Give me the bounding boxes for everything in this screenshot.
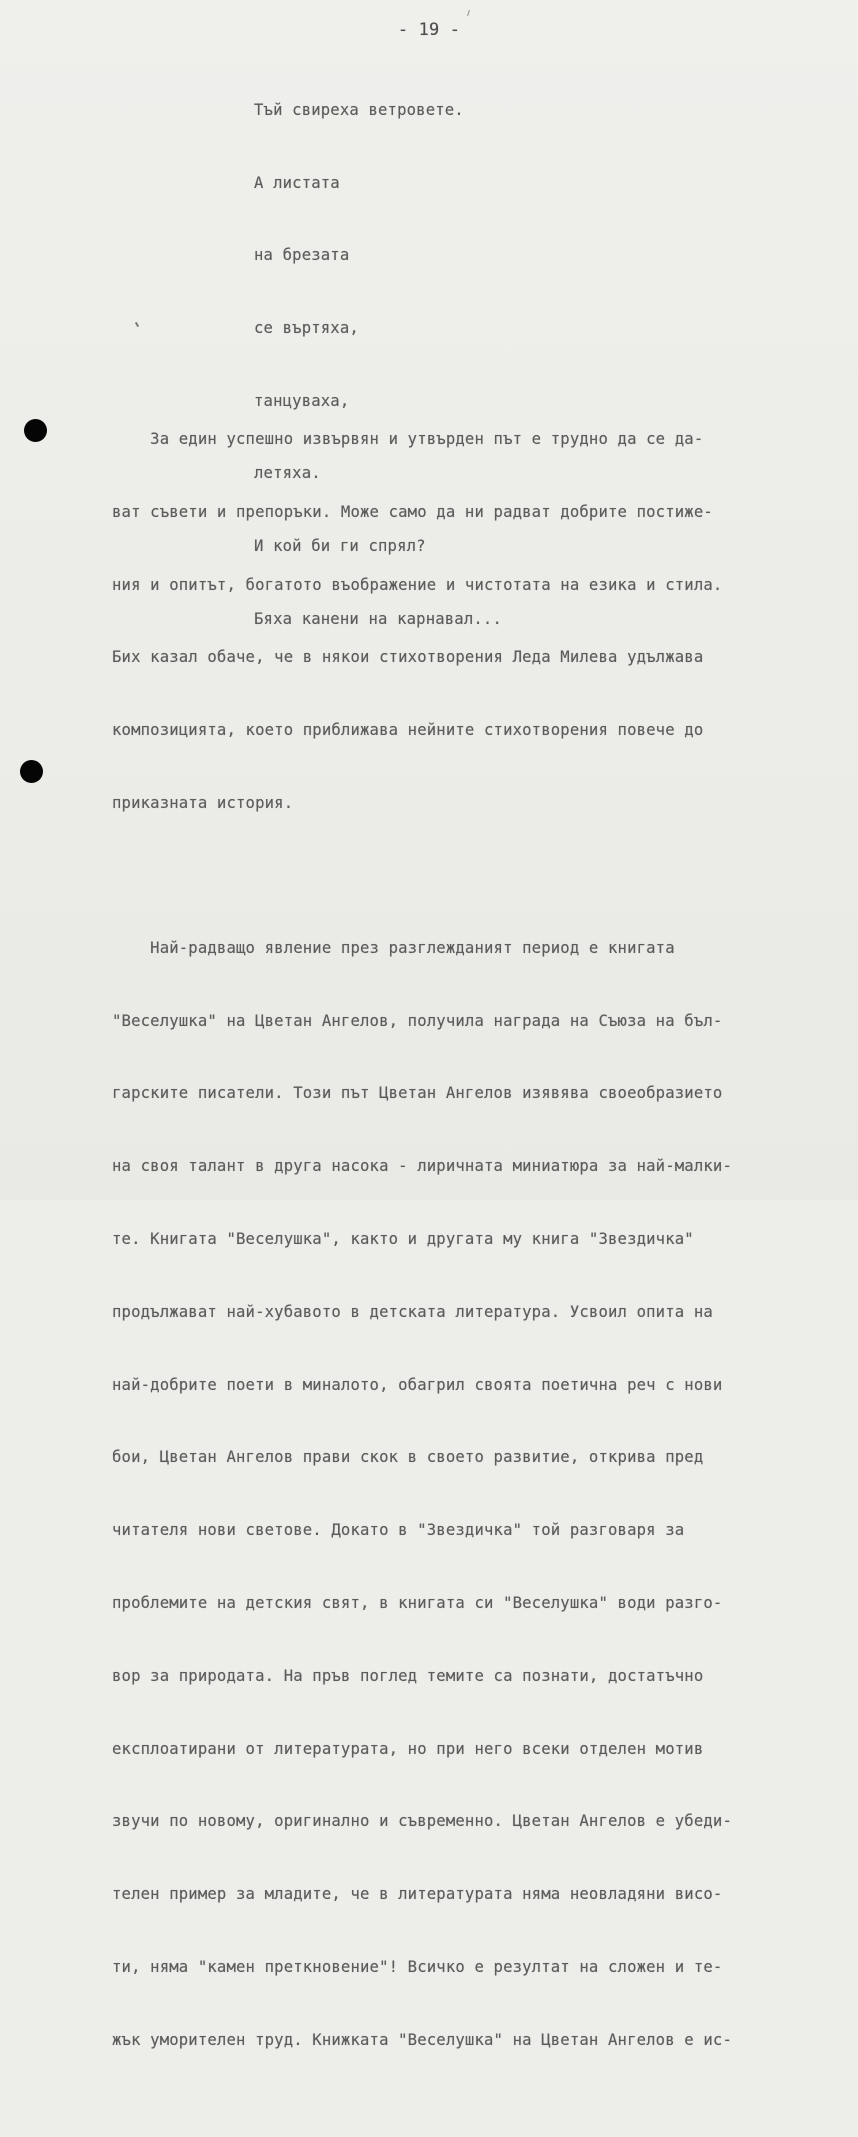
text-line: композицията, което приближава нейните стихотворения повече до xyxy=(112,721,704,740)
text-line: бои, Цветан Ангелов прави скок в своето развитие, открива пред xyxy=(112,1448,704,1467)
pen-mark xyxy=(467,10,470,16)
text-line: Най-радващо явление през разглежданият период е книгата xyxy=(112,938,675,957)
verse-line: танцуваха, xyxy=(254,391,350,410)
text-line: ват съвети и препоръки. Може само да ни радват добрите постиже- xyxy=(112,502,713,521)
verse-line: на брезата xyxy=(254,246,350,265)
paragraph xyxy=(112,900,842,2101)
paragraph xyxy=(112,391,842,864)
text-line: жък уморителен труд. Книжката "Веселушка" на Цветан Ангелов е ис- xyxy=(112,2030,732,2049)
ink-speck xyxy=(135,322,139,327)
text-line: Бих казал обаче, че в някои стихотворения Леда Милева удължава xyxy=(112,648,704,667)
text-line: телен пример за младите, че в литературата няма неовладяни висо- xyxy=(112,1885,723,1904)
text-line: "Веселушка" на Цветан Ангелов, получила награда на Съюза на бъл- xyxy=(112,1011,723,1030)
text-line: експлоатирани от литературата, но при него всеки отделен мотив xyxy=(112,1739,704,1758)
text-line: проблемите на детския свят, в книгата си "Веселушка" води разго- xyxy=(112,1593,723,1612)
verse-line: А листата xyxy=(254,173,340,192)
verse-line: Тъй свиреха ветровете. xyxy=(254,101,464,119)
text-line: на своя талант в друга насока - лиричната миниатюра за най-малки- xyxy=(112,1157,732,1176)
text-line: читателя нови светове. Докато в "Звездичка" той разговаря за xyxy=(112,1521,685,1540)
verse-line: летяха. xyxy=(254,464,321,483)
text-line: За един успешно извървян и утвърден път е трудно да се да- xyxy=(112,430,704,448)
page-number: - 19 - xyxy=(397,20,461,40)
verse-line: се въртяха, xyxy=(254,319,359,338)
text-line: вор за природата. На пръв поглед темите са познати, достатъчно xyxy=(112,1666,704,1685)
text-line: гарските писатели. Този път Цветан Ангелов изявява своеобразието xyxy=(112,1084,723,1103)
body-text xyxy=(112,355,842,2137)
text-line: звучи по новому, оригинално и съвременно. Цветан Ангелов е убеди- xyxy=(112,1812,732,1831)
text-line: ния и опитът, богатото въображение и чистотата на езика и стила. xyxy=(112,575,723,594)
verse-line: Бяха канени на карнавал... xyxy=(254,609,502,628)
text-line: продължават най-хубавото в детската литература. Усвоил опита на xyxy=(112,1302,713,1321)
punch-hole xyxy=(20,760,43,783)
text-line: приказната история. xyxy=(112,793,294,812)
text-line: те. Книгата "Веселушка", както и другата му книга "Звездичка" xyxy=(112,1229,694,1248)
punch-hole xyxy=(24,419,47,442)
verse-line: И кой би ги спрял? xyxy=(254,537,426,556)
text-line: най-добрите поети в миналото, обагрил своята поетична реч с нови xyxy=(112,1375,723,1394)
text-line: ти, няма "камен преткновение"! Всичко е резултат на сложен и те- xyxy=(112,1957,723,1976)
